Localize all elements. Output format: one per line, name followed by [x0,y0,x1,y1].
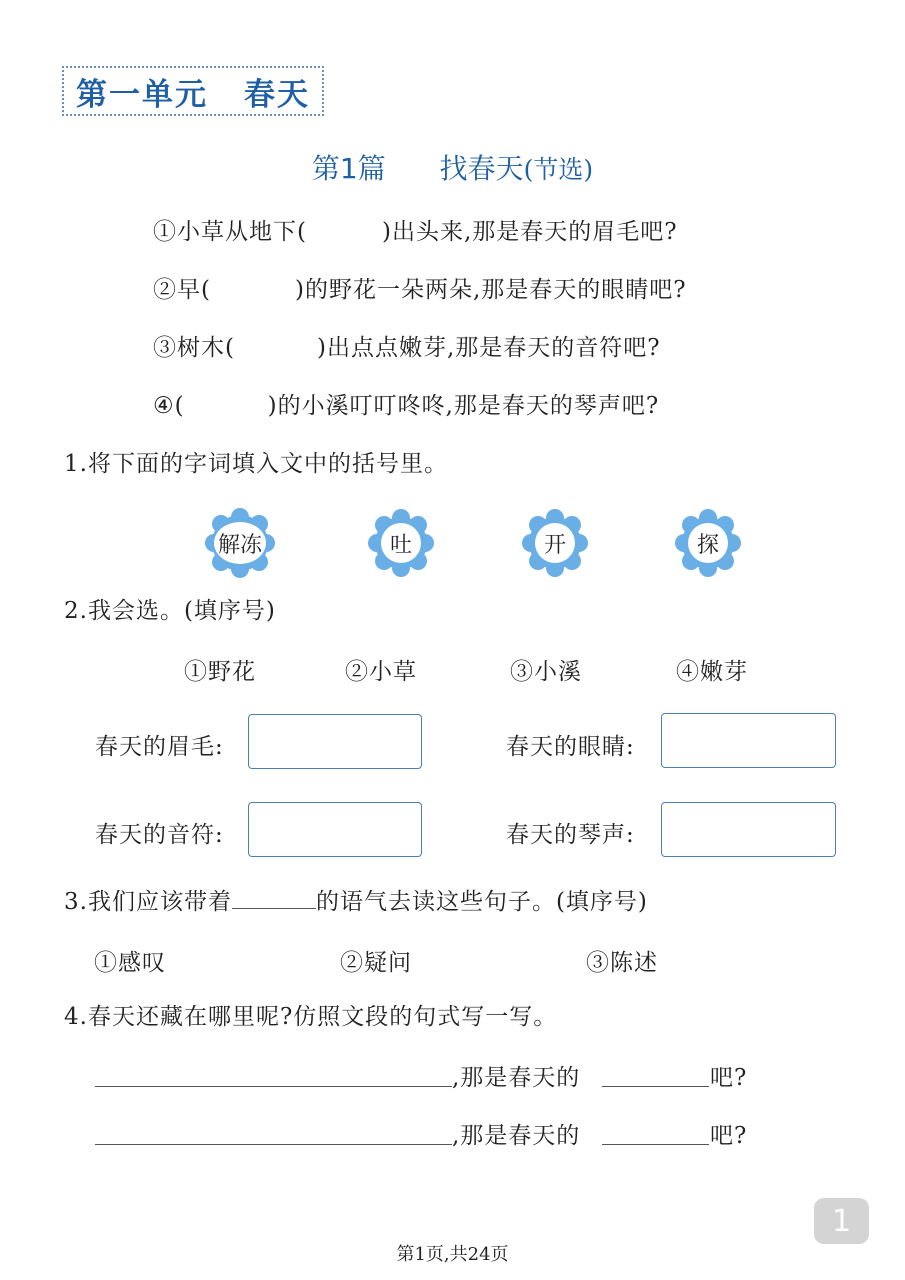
option-question: ②疑问 [340,950,412,976]
word-label: 吐 [389,532,412,558]
answer-box-eyes[interactable] [661,713,836,768]
field-label-eyes: 春天的眼睛: [506,734,635,760]
word-flower-3[interactable] [514,508,596,578]
page-footer: 第1页,共24页 [396,1244,509,1265]
unit-title [62,66,324,116]
page-number-badge: 1 [814,1198,869,1244]
lesson-note: (节选) [523,155,594,184]
lesson-name: 找春天 [439,152,524,185]
answer-box-music[interactable] [661,802,836,857]
passage-line-4: ④( )的小溪叮叮咚咚,那是春天的琴声吧? [153,393,660,419]
field-label-music: 春天的琴声: [506,822,635,848]
passage-line-3: ③树木( )出点点嫩芽,那是春天的音符吧? [153,335,661,361]
sentence-mid-2: ,那是春天的 [452,1123,581,1149]
option-wildflower: ①野花 [184,659,256,685]
word-label: 解冻 [217,532,262,558]
option-stream: ③小溪 [510,659,582,685]
question-3: 3.我们应该带着 的语气去读这些句子。(填序号) [64,889,648,915]
question-1: 1.将下面的字词填入文中的括号里。 [64,451,448,477]
field-label-notes: 春天的音符: [95,822,224,848]
write-blank-2[interactable] [602,1144,709,1145]
answer-box-notes[interactable] [248,802,422,857]
passage-line-1: ①小草从地下( )出头来,那是春天的眉毛吧? [153,219,678,245]
lesson-number: 第1篇 [311,152,386,185]
answer-box-eyebrows[interactable] [248,714,422,769]
lesson-title [0,147,905,187]
sentence-mid-1: ,那是春天的 [452,1065,581,1091]
write-line-2[interactable] [95,1144,452,1145]
word-flower-4[interactable] [667,508,749,578]
word-label: 探 [696,532,719,558]
field-label-eyebrows: 春天的眉毛: [95,734,224,760]
write-line-1[interactable] [95,1086,452,1087]
passage-line-2: ②早( )的野花一朵两朵,那是春天的眼睛吧? [153,277,687,303]
write-blank-1[interactable] [602,1086,709,1087]
word-label: 开 [543,532,566,558]
sentence-end-2: 吧? [710,1123,748,1149]
question-4: 4.春天还藏在哪里呢?仿照文段的句式写一写。 [64,1004,558,1030]
question-2: 2.我会选。(填序号) [64,598,276,624]
option-exclamation: ①感叹 [94,950,166,976]
tone-blank[interactable] [232,888,316,909]
word-flower-1[interactable] [199,508,281,578]
option-statement: ③陈述 [586,950,658,976]
sentence-end-1: 吧? [710,1065,748,1091]
option-grass: ②小草 [345,659,417,685]
word-flower-2[interactable] [360,508,442,578]
unit-number: 第一单元 [76,76,208,113]
unit-name: 春天 [244,76,310,113]
option-buds: ④嫩芽 [676,659,748,685]
